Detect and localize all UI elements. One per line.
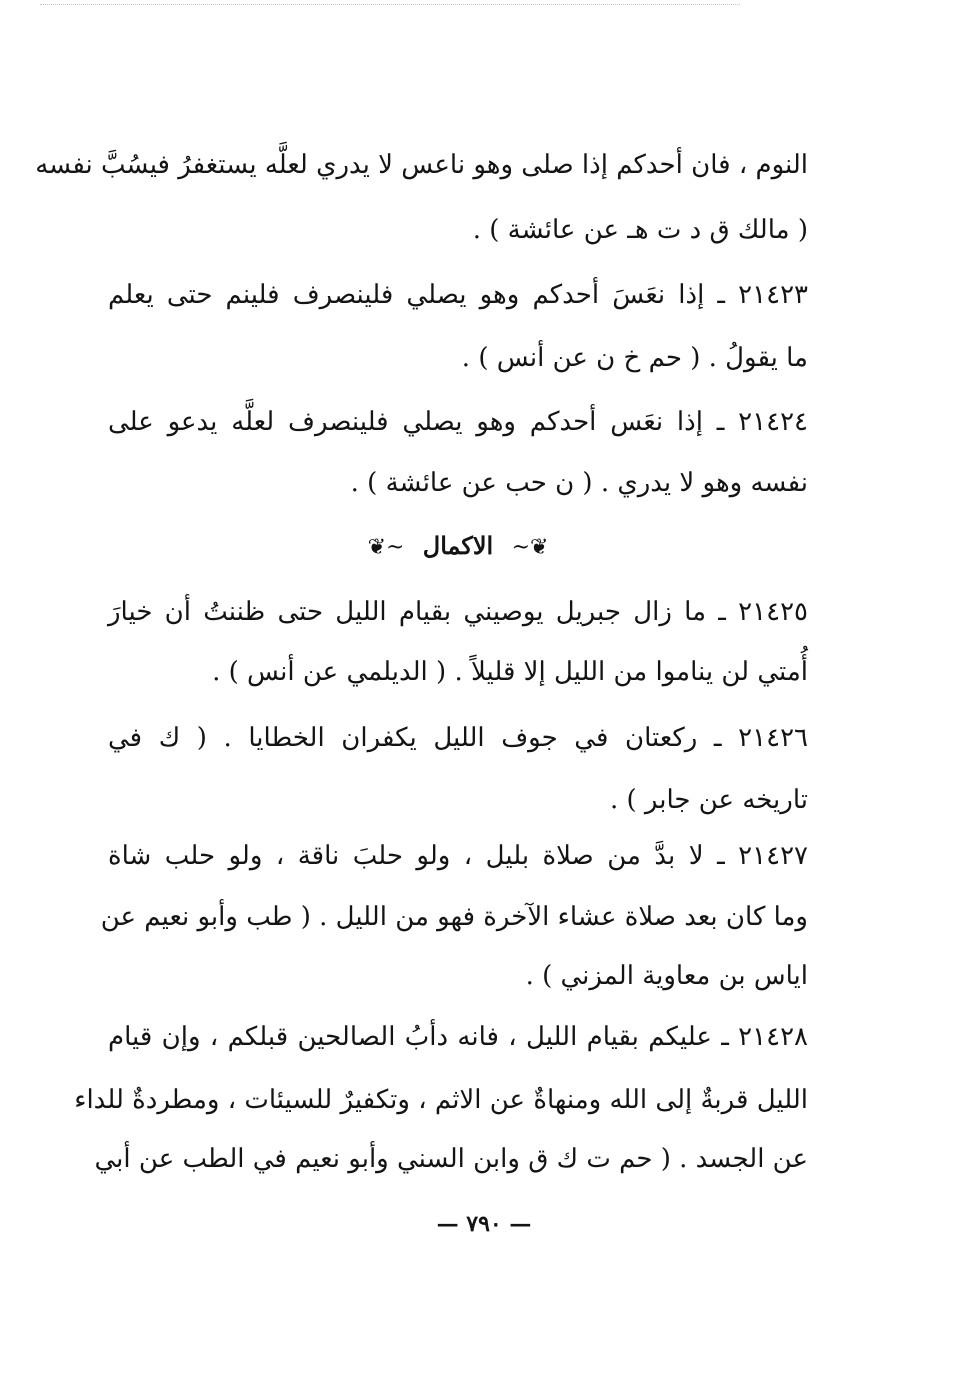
hadith-21423-line-2: ما يقولُ . ( حم خ ن عن أنس ) . bbox=[461, 343, 808, 373]
hadith-21426-line-1: ٢١٤٢٦ ـ ركعتان في جوف الليل يكفران الخطايا . ( ك في bbox=[108, 723, 808, 753]
ornament-right-icon: ❦~ bbox=[511, 534, 549, 560]
hadith-21428-line-1: ٢١٤٢٨ ـ عليكم بقيام الليل ، فانه دأبُ الصالحين قبلكم ، وإن قيام bbox=[108, 1022, 808, 1052]
top-scan-edge bbox=[40, 4, 740, 5]
section-heading-text: الاكمال bbox=[422, 531, 494, 560]
page-number-value: ٧٩٠ bbox=[466, 1211, 502, 1237]
text-line-2: ( مالك ق د ت هـ عن عائشة ) . bbox=[472, 215, 808, 245]
page-number-dash-right: — bbox=[509, 1211, 532, 1237]
hadith-21428-line-3: عن الجسد . ( حم ت ك ق وابن السني وأبو نعيم في الطب عن أبي bbox=[94, 1144, 808, 1174]
page-number bbox=[384, 1206, 584, 1242]
section-heading bbox=[108, 524, 808, 568]
page-number-dash-left: — bbox=[436, 1211, 459, 1237]
hadith-21424-line-2: نفسه وهو لا يدري . ( ن حب عن عائشة ) . bbox=[350, 468, 808, 498]
ornament-left-icon: ~❦ bbox=[367, 534, 405, 560]
hadith-21427-line-2: وما كان بعد صلاة عشاء الآخرة فهو من الليل . ( طب وأبو نعيم عن bbox=[100, 902, 808, 932]
hadith-21426-line-2: تاريخه عن جابر ) . bbox=[609, 785, 808, 815]
hadith-21427-line-3: اياس بن معاوية المزني ) . bbox=[525, 961, 808, 991]
hadith-21423-line-1: ٢١٤٢٣ ـ إذا نعَسَ أحدكم وهو يصلي فلينصرف فلينم حتى يعلم bbox=[108, 280, 808, 310]
hadith-21425-line-1: ٢١٤٢٥ ـ ما زال جبريل يوصيني بقيام الليل حتى ظننتُ أن خيارَ bbox=[108, 597, 808, 627]
hadith-21427-line-1: ٢١٤٢٧ ـ لا بدَّ من صلاة بليل ، ولو حلبَ ناقة ، ولو حلب شاة bbox=[108, 841, 808, 871]
text-line-1: النوم ، فان أحدكم إذا صلى وهو ناعس لا يدري لعلَّه يستغفرُ فيسُبَّ نفسه bbox=[35, 150, 808, 180]
hadith-21424-line-1: ٢١٤٢٤ ـ إذا نعَس أحدكم وهو يصلي فلينصرف لعلَّه يدعو على bbox=[108, 407, 808, 437]
hadith-21428-line-2: الليل قربةٌ إلى الله ومنهاةٌ عن الاثم ، وتكفيرٌ للسيئات ، ومطردةٌ للداء bbox=[74, 1085, 808, 1115]
hadith-21425-line-2: أُمتي لن يناموا من الليل إلا قليلاً . ( الديلمي عن أنس ) . bbox=[212, 657, 808, 687]
